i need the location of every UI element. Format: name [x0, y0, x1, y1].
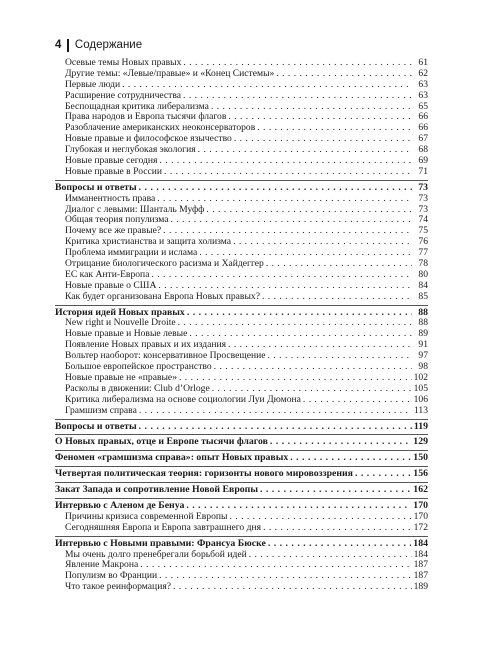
toc-entry-page: 119 — [413, 420, 428, 432]
toc-entry — [55, 582, 428, 593]
section-divider — [55, 534, 428, 539]
toc-entry-label: История идей Новых правых — [55, 306, 185, 318]
dot-leader — [157, 194, 412, 205]
dot-leader — [214, 362, 412, 373]
toc-entry-page: 61 — [418, 57, 428, 68]
toc-entry-page: 71 — [418, 165, 428, 177]
dot-leader — [290, 453, 411, 464]
toc-entry-label: Другие темы: «Левые/правые» и «Конец Системы» — [65, 67, 275, 79]
toc-entry-label: Имманентность права — [65, 192, 156, 204]
toc-entry-label: Новые правые сегодня — [65, 155, 158, 167]
toc-entry-label: Явление Макрона — [65, 559, 139, 571]
toc-entry-page: 75 — [418, 225, 428, 237]
toc-entry-page: 129 — [413, 436, 428, 448]
dot-leader — [211, 102, 412, 113]
toc-entry-page: 63 — [418, 89, 428, 101]
toc-entry-page: 113 — [413, 404, 428, 416]
toc-entry — [55, 292, 428, 303]
table-of-contents — [55, 58, 428, 593]
toc-entry-page: 184 — [413, 548, 428, 560]
toc-entry-label: Интервью с Аленом де Бенуа — [55, 499, 185, 511]
toc-entry-label: Причины кризиса современной Европы — [65, 510, 228, 522]
dot-leader — [151, 270, 412, 281]
toc-entry-page: 88 — [418, 306, 428, 318]
toc-entry-page: 73 — [418, 203, 428, 215]
toc-entry-label: Осевые темы Новых правых — [65, 57, 182, 68]
toc-entry-page: 102 — [413, 371, 428, 383]
dot-leader — [262, 292, 412, 303]
toc-entry-label: Грамшизм справа — [65, 404, 137, 416]
toc-entry-page: 69 — [418, 155, 428, 167]
toc-entry-page: 65 — [418, 100, 428, 112]
dot-leader — [303, 395, 412, 406]
section-divider — [55, 496, 428, 501]
toc-entry — [55, 406, 428, 417]
dot-leader — [355, 469, 411, 480]
toc-entry-label: Новые правые не «правые» — [65, 371, 177, 383]
dot-leader — [187, 308, 412, 319]
toc-entry-page: 62 — [418, 67, 428, 79]
toc-entry-label: Феномен «грамшизма справа»: опыт Новых правых — [55, 452, 289, 464]
toc-entry-page: 98 — [418, 361, 428, 373]
toc-entry-label: Мы очень долго пренебрегали борьбой идей — [65, 548, 247, 560]
running-header — [55, 37, 142, 53]
toc-entry — [55, 395, 428, 406]
dot-leader — [179, 373, 412, 384]
toc-entry-label: Критика христианства и защита холизма — [65, 236, 232, 248]
toc-section-heading — [55, 422, 428, 433]
toc-entry-page: 77 — [418, 247, 428, 259]
dot-leader — [263, 523, 412, 534]
dot-leader — [139, 183, 412, 194]
toc-entry-label: Новые правые и философское язычество — [65, 133, 232, 145]
dot-leader — [266, 259, 412, 270]
toc-entry-page: 189 — [413, 581, 428, 593]
toc-section-heading — [55, 453, 428, 464]
toc-entry-page: 66 — [418, 111, 428, 123]
section-divider — [55, 464, 428, 469]
toc-entry-page: 187 — [413, 559, 428, 571]
dot-leader — [228, 112, 412, 123]
dot-leader — [257, 123, 412, 134]
toc-entry-label: Расколы в движении: Club d’Orloge — [65, 382, 210, 394]
toc-entry-label: Беспощадная критика либерализма — [65, 100, 209, 112]
toc-entry-page: 105 — [413, 382, 428, 394]
toc-entry-label: Закат Запада и сопротивление Новой Европы — [55, 484, 258, 496]
toc-entry-page: 85 — [418, 290, 428, 302]
dot-leader — [268, 539, 411, 550]
toc-entry-page: 91 — [418, 339, 428, 351]
toc-entry — [55, 194, 428, 205]
toc-entry-page: 184 — [413, 537, 428, 549]
toc-entry-label: О Новых правых, отце и Европе тысячи флагов — [55, 436, 268, 448]
toc-entry-label: Появление Новых правых и их издания — [65, 339, 227, 351]
toc-entry-label: Диалог с левыми: Шанталь Муфф — [65, 203, 205, 215]
toc-entry-label: Вопросы и ответы — [55, 420, 137, 432]
toc-entry-page: 172 — [413, 521, 428, 533]
toc-entry-label: Популизм во Франции — [65, 570, 158, 582]
toc-entry-label: Новые правые в России — [65, 165, 163, 177]
dot-leader — [260, 485, 411, 496]
toc-entry-page: 80 — [418, 268, 428, 280]
toc-entry-label: Вопросы и ответы — [55, 181, 137, 193]
toc-entry-page: 78 — [418, 258, 428, 270]
dot-leader — [171, 215, 412, 226]
toc-entry-label: New right и Nouvelle Droite — [65, 317, 176, 329]
toc-entry-label: ЕС как Анти-Европа — [65, 268, 150, 280]
toc-entry-label: Проблема иммиграции и ислама — [65, 247, 198, 259]
toc-entry-label: Критика либерализма на основе социологии Луи Дюмона — [65, 393, 301, 405]
toc-entry-page: 170 — [413, 510, 428, 522]
dot-leader — [234, 134, 412, 145]
toc-entry-page: 76 — [418, 236, 428, 248]
header-title: Содержание — [74, 39, 143, 51]
dot-leader — [198, 145, 412, 156]
toc-entry-page: 150 — [413, 452, 428, 464]
toc-entry-label: Вольтер наоборот: консервативное Просвещение — [65, 350, 266, 362]
section-divider — [55, 432, 428, 437]
page-number: 4 — [55, 39, 62, 51]
dot-leader — [270, 437, 411, 448]
dot-leader — [276, 69, 412, 80]
dot-leader — [206, 205, 412, 216]
toc-entry-label: Новые правые о США — [65, 279, 157, 291]
section-divider — [55, 303, 428, 308]
dot-leader — [178, 318, 412, 329]
toc-entry — [55, 523, 428, 534]
toc-entry-page: 106 — [413, 393, 428, 405]
toc-entry-label: Глубокая и неглубокая экология — [65, 144, 196, 156]
toc-entry-page: 88 — [418, 317, 428, 329]
toc-entry-label: Сегодняшняя Европа и Европа завтрашнего дня — [65, 521, 262, 533]
toc-entry-label: Первые люди — [65, 78, 121, 90]
toc-section-heading — [55, 469, 428, 480]
header-divider — [67, 39, 69, 52]
toc-entry-label: Почему все же правые? — [65, 225, 162, 237]
toc-entry-page: 68 — [418, 144, 428, 156]
toc-entry-label: Общая теория популизма — [65, 214, 169, 226]
toc-section-heading — [55, 539, 428, 550]
toc-entry-page: 67 — [418, 133, 428, 145]
section-divider — [55, 178, 428, 183]
toc-entry-label: Отрицание биологического расизма и Хайдеггер — [65, 258, 264, 270]
toc-entry-page: 84 — [418, 279, 428, 291]
toc-entry-page: 66 — [418, 122, 428, 134]
toc-entry-page: 156 — [413, 468, 428, 480]
dot-leader — [268, 351, 412, 362]
toc-entry — [55, 167, 428, 178]
section-divider — [55, 448, 428, 453]
toc-entry-label: Права народов и Европа тысячи флагов — [65, 111, 227, 123]
dot-leader — [164, 167, 412, 178]
toc-entry-page: 187 — [413, 570, 428, 582]
toc-entry — [55, 91, 428, 102]
toc-entry-label: Интервью с Новыми правыми: Франсуа Бюске — [55, 537, 266, 549]
toc-entry-page: 89 — [418, 328, 428, 340]
dot-leader — [233, 237, 412, 248]
dot-leader — [159, 156, 412, 167]
toc-entry-label: Четвертая политическая теория: горизонты нового мировоззрения — [55, 468, 353, 480]
toc-entry-page: 74 — [418, 214, 428, 226]
toc-section-heading — [55, 437, 428, 448]
toc-section-heading — [55, 485, 428, 496]
toc-entry-page: 73 — [418, 181, 428, 193]
toc-entry-page: 73 — [418, 192, 428, 204]
dot-leader — [139, 422, 412, 433]
toc-entry-page: 63 — [418, 78, 428, 90]
toc-entry-label: Новые правые и Новые левые — [65, 328, 188, 340]
toc-entry-label: Расширение сотрудничества — [65, 89, 182, 101]
toc-entry-label: Разоблачение американских неоконсерваторов — [65, 122, 256, 134]
dot-leader — [140, 560, 411, 571]
dot-leader — [183, 91, 412, 102]
dot-leader — [249, 550, 412, 561]
dot-leader — [159, 571, 411, 582]
toc-entry-page: 97 — [418, 350, 428, 362]
toc-entry-label: Как будет организована Европа Новых правых? — [65, 290, 260, 302]
section-divider — [55, 480, 428, 485]
dot-leader — [139, 406, 412, 417]
toc-entry-label: Что такое реинформация? — [65, 581, 171, 593]
dot-leader — [173, 582, 412, 593]
toc-entry-page: 170 — [413, 499, 428, 511]
section-divider — [55, 417, 428, 422]
toc-entry-page: 162 — [413, 484, 428, 496]
toc-entry-label: Большое европейское пространство — [65, 361, 212, 373]
